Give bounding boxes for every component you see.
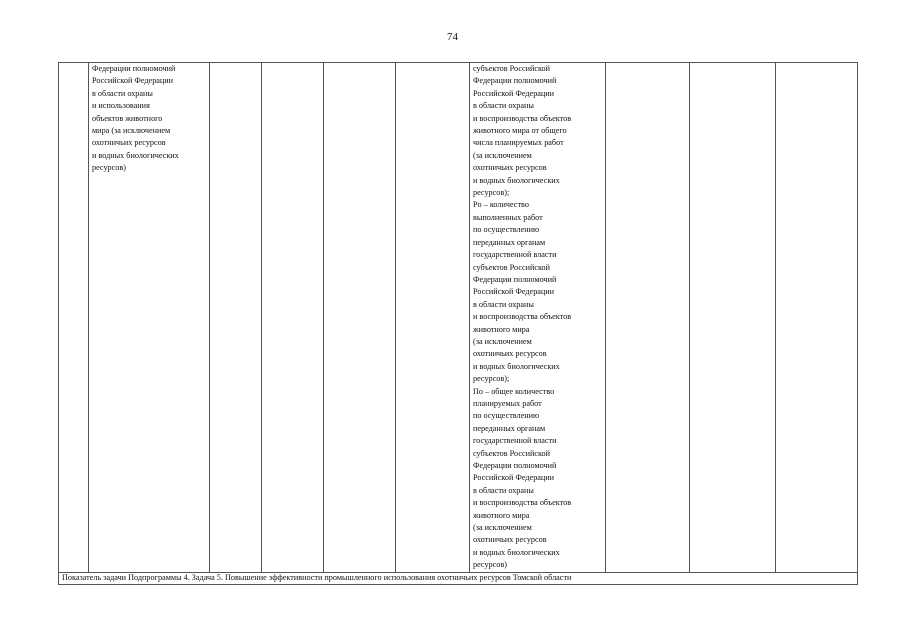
- table-cell: [690, 63, 776, 573]
- table-cell: [262, 63, 324, 573]
- section-header-cell: Показатель задачи Подпрограммы 4. Задача 5. Повышение эффективности промышленного использования охотничьих ресурсов Томской области: [59, 572, 858, 584]
- table-row: [59, 63, 858, 573]
- table-cell: [396, 63, 470, 573]
- table-cell-number: [59, 63, 89, 573]
- table-cell: [324, 63, 396, 573]
- table-cell-indicator-name: Федерации полномочий Российской Федерации в области охраны и использования объектов животного мира (за исключением охотничьих ресурсов и водных биологических ресурсов): [89, 63, 210, 573]
- page-number: 74: [447, 31, 458, 43]
- table-cell: [606, 63, 690, 573]
- table-cell: [210, 63, 262, 573]
- indicator-table: [58, 62, 858, 585]
- table-cell: [776, 63, 858, 573]
- table-cell-calculation-method: субъектов Российской Федерации полномочий Российской Федерации в области охраны и воспроизводства объектов животного мира от общего числа планируемых работ (за исключением охотничьих ресурсов и водных биологических ресурсов); Po – количество выполненных работ по осуществлению переданных органам государственной власти субъектов Российской Федерации полномочий Российской Федерации в области охраны и воспроизводства объектов животного мира (за исключением охотничьих ресурсов и водных биологических ресурсов); По – общее количество планируемых работ по осуществлению переданных органам государственной власти субъектов Российской Федерации полномочий Российской Федерации в области охраны и воспроизводства объектов животного мира (за исключением охотничьих ресурсов и водных биологических ресурсов): [470, 63, 606, 573]
- table-row-section-header: [59, 572, 858, 584]
